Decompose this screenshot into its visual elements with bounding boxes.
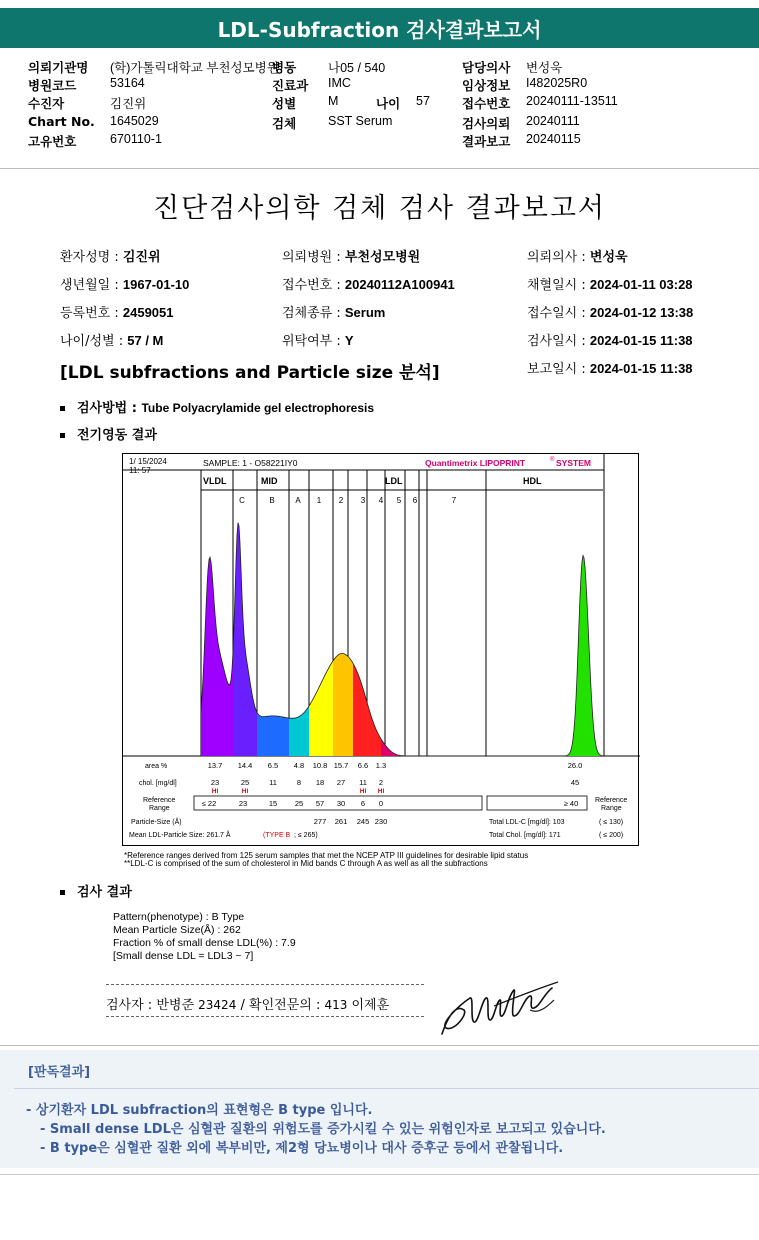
ref-value: ≤ 22 [201,799,217,808]
chol-value: 11 [359,778,367,787]
area-value: 26.0 [567,761,583,770]
total-ldl: Total LDL-C [mg/dl]: 103 [489,819,565,826]
unique-value: 670110-1 [110,132,162,146]
info-value: 김진위 [122,249,161,264]
trace-segment [257,712,289,756]
area-label: area % [145,763,168,770]
doctor-label: 담당의사 [462,60,511,75]
info-value: 2024-01-15 11:38 [589,361,693,376]
band-label: B [269,496,275,505]
receipt-value: 20240111-13511 [526,94,618,108]
patient-info-item [282,302,385,321]
judgment-line: - 상기환자 LDL subfraction의 표현형은 B type 입니다. [26,1103,373,1118]
info-value: 부천성모병원 [344,249,421,264]
judgment-title: [판독결과] [28,1065,91,1080]
chol-value: 8 [296,778,302,787]
info-key: 위탁여부 : [282,334,345,349]
patient-info-item [60,246,161,265]
bullet-icon [60,406,65,411]
ref-label: Range [149,805,170,812]
chart-brand: Quantimetrix LIPOPRINT [425,458,526,468]
patient-info-item [527,302,693,321]
dept-value: IMC [328,76,351,90]
patient-info-item [60,274,189,293]
patient-value: 김진위 [110,97,147,111]
handwritten-signature [434,976,564,1042]
info-value: 2024-01-12 13:38 [589,305,694,320]
area-value: 13.7 [207,761,223,770]
band-label: 2 [338,496,344,505]
mean-particle-size: Mean LDL-Particle Size: 261.7 Å [129,832,231,839]
inst-value: (학)가톨릭대학교 부천성모병원 [110,61,279,75]
hi-flag: HI [241,788,249,795]
ref-value: 30 [336,799,346,808]
judgment-divider [14,1088,759,1089]
band-label: 5 [396,496,402,505]
result-label: 검사 결과 [77,885,132,900]
age-label: 나이 [376,96,401,111]
trace-segment [289,706,309,756]
method-value: Tube Polyacrylamide gel electrophoresis [141,401,375,415]
patient-info-item [527,330,693,349]
info-key: 채혈일시 : [527,278,590,293]
info-key: 나이/성별 : [60,334,128,349]
patient-info-item [527,246,628,265]
patient-info-item [60,330,163,349]
particle-value: 230 [374,817,388,826]
ref-value: 0 [378,799,384,808]
inst-label: 의뢰기관명 [28,60,89,75]
result-bullet [60,881,132,900]
ref-label-hdl: Reference [595,797,628,804]
lipoprint-chart [122,453,639,846]
info-value: 20240112A100941 [344,277,455,292]
info-key: 검사일시 : [527,334,590,349]
info-value: 2459051 [122,305,174,320]
chart-label: Chart No. [28,114,95,129]
chol-value: 18 [315,778,325,787]
chol-label: chol. [mg/dl] [139,780,177,787]
particle-value: 245 [356,817,370,826]
ref-value: 57 [315,799,325,808]
sex-value: M [328,94,339,108]
code-value: 53164 [110,76,145,90]
info-key: 등록번호 : [60,306,123,321]
result-line: Fraction % of small dense LDL(%) : 7.9 [113,937,296,949]
group-label-ldl: LDL [385,476,403,486]
report-time [527,358,693,377]
confirm-name: 이제훈 [351,998,390,1013]
chart-date: 1/ 15/2024 [129,457,167,466]
doctor-value: 변성욱 [526,61,563,75]
report-label: 결과보고 [462,134,511,149]
patient-info-item [282,274,455,293]
band-label: 7 [451,496,457,505]
patient-info-item [527,274,693,293]
confirm-id: 413 [324,998,348,1012]
method-bullet [60,397,374,416]
patient-info-item [282,246,420,265]
info-key: 검체종류 : [282,306,345,321]
info-value: 2024-01-15 11:38 [589,333,693,348]
trace-segment [309,661,333,756]
group-label-hdl: HDL [523,476,542,486]
tester-name: 반병준 [156,998,195,1013]
clinical-label: 임상정보 [462,78,511,93]
info-key: 의뢰의사 : [527,250,590,265]
bullet-icon [60,433,65,438]
area-value: 1.3 [375,761,387,770]
chart-sample: SAMPLE: 1 - O58221IY0 [203,458,298,468]
chart-value: 1645029 [110,114,159,128]
reference-note: *Reference ranges derived from 125 serum samples that met the NCEP ATP III guidelines for desirable lipid status [124,851,529,860]
area-value: 10.8 [312,761,328,770]
ref-value: 6 [360,799,366,808]
ward-label: 병동 [272,60,297,75]
band-label: A [295,496,301,505]
request-value: 20240111 [526,114,580,128]
particle-value: 277 [313,817,327,826]
trace-segment [563,556,603,757]
info-key: 환자성명 : [60,250,123,265]
total-chol-ref: ( ≤ 200) [599,832,624,839]
area-value: 15.7 [333,761,349,770]
dept-label: 진료과 [272,78,309,93]
area-value: 4.8 [293,761,305,770]
info-value: 1967-01-10 [122,277,190,292]
trace-segment [201,557,233,756]
info-value: 변성욱 [589,249,628,264]
code-label: 병원코드 [28,78,77,93]
age-value: 57 [416,94,430,108]
chart-brand-mark: ® [550,457,555,463]
ref-value: 25 [294,799,304,808]
method-label: 검사방법 : [77,401,142,416]
mean-type: (TYPE B [263,832,291,839]
area-value: 6.5 [267,761,279,770]
bullet-icon [60,890,65,895]
ref-value: 15 [268,799,278,808]
info-key: 의뢰병원 : [282,250,345,265]
bottom-divider [0,1174,759,1175]
report-title: 진단검사의학 검체 검사 결과보고서 [153,193,606,224]
judgment-line: - Small dense LDL은 심혈관 질환의 위험도를 증가시킬 수 있는 위험인자로 보고되고 있습니다. [40,1122,606,1137]
info-value: 57 / M [127,333,164,348]
particle-value: 261 [334,817,348,826]
divider [106,984,424,985]
chol-value: 23 [210,778,220,787]
info-value: Serum [344,305,386,320]
area-value: 6.6 [357,761,369,770]
group-label-vldl: VLDL [203,476,227,486]
total-chol: Total Chol. [mg/dl]: 171 [489,832,561,839]
tester-label: 검사자 : [106,998,157,1013]
patient-info-item [282,330,354,349]
ref-value: 23 [238,799,248,808]
trace-segment [333,654,353,757]
hi-flag: HI [377,788,385,795]
chart-time: 11: 57 [129,466,151,475]
ref-label-hdl: Range [601,805,622,812]
total-ldl-ref: ( ≤ 130) [599,819,624,826]
result-line: Pattern(phenotype) : B Type [113,911,245,923]
trace-segment [233,523,257,756]
ref-label: Reference [143,797,176,804]
chol-value: 45 [570,778,580,787]
specimen-label: 검체 [272,116,297,131]
hi-flag: HI [359,788,367,795]
result-line: [Small dense LDL = LDL3 ~ 7] [113,950,254,962]
info-value: 2024-01-11 03:28 [589,277,693,292]
info-key: 생년월일 : [60,278,123,293]
chol-value: 25 [240,778,250,787]
info-key: 접수일시 : [527,306,590,321]
signature-line [106,994,389,1013]
electro-label: 전기영동 결과 [77,428,157,443]
chol-value: 27 [336,778,346,787]
report-title-bar: LDL-Subfraction 검사결과보고서 [0,8,759,48]
band-label: 6 [412,496,418,505]
sex-label: 성별 [272,96,297,111]
group-label-mid: MID [261,476,278,486]
receipt-label: 접수번호 [462,96,511,111]
judgment-line: - B type은 심혈관 질환 외에 복부비만, 제2형 당뇨병이나 대사 증후군 등에서 관찰됩니다. [40,1141,564,1156]
separator: / [240,998,245,1013]
electro-bullet [60,424,157,443]
area-value: 14.4 [237,761,253,770]
particle-label: Particle-Size (Å) [131,819,182,826]
ward-value: 나05 / 540 [328,61,386,75]
request-label: 검사의뢰 [462,116,511,131]
ldl-note: **LDL-C is comprised of the sum of cholesterol in Mid bands C through A as well as all the subfractions [124,859,488,868]
band-label: 3 [360,496,366,505]
chol-value: 11 [269,778,277,787]
specimen-value: SST Serum [328,114,393,128]
hi-flag: HI [211,788,219,795]
lipoprint-chart-svg [123,454,640,847]
mean-ref: ; ≤ 265) [294,832,318,839]
section-heading: [LDL subfractions and Particle size 분석] [60,363,440,383]
patient-label: 수진자 [28,96,65,111]
ref-value-hdl: ≥ 40 [563,799,579,808]
chol-value: 2 [378,778,384,787]
divider [106,1016,424,1017]
band-label: C [239,496,245,505]
info-key: 접수번호 : [282,278,345,293]
confirm-label: 확인전문의 : [249,998,325,1013]
unique-label: 고유번호 [28,134,77,149]
clinical-value: I482025R0 [526,76,588,90]
result-line: Mean Particle Size(Å) : 262 [113,924,241,936]
chart-brand-suffix: SYSTEM [556,458,591,468]
info-key: 보고일시 : [527,362,590,377]
band-label: 4 [378,496,384,505]
request-info-header [0,52,759,152]
band-label: 1 [316,496,322,505]
report-value: 20240115 [526,132,581,146]
info-value: Y [344,333,354,348]
patient-info-item [60,302,174,321]
tester-id: 23424 [198,998,237,1012]
